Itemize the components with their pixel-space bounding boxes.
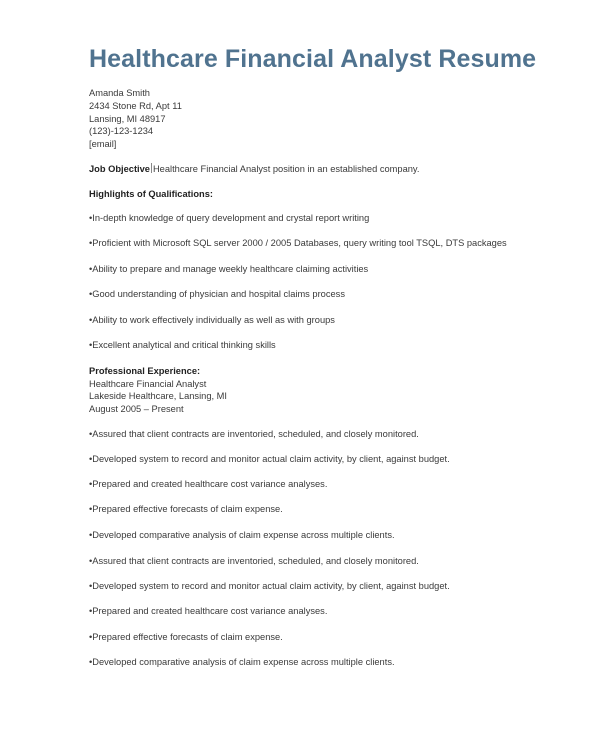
experience-item: •Assured that client contracts are inventoried, scheduled, and closely monitored. — [89, 556, 419, 566]
contact-email: [email] — [89, 139, 117, 149]
experience-item: •Prepared effective forecasts of claim expense. — [89, 632, 283, 642]
experience-job-title: Healthcare Financial Analyst — [89, 379, 207, 389]
highlight-item: •In-depth knowledge of query development and crystal report writing — [89, 213, 370, 223]
contact-address: 2434 Stone Rd, Apt 11 — [89, 101, 182, 111]
job-objective — [89, 163, 419, 175]
contact-phone: (123)-123-1234 — [89, 126, 154, 136]
highlight-item: •Proficient with Microsoft SQL server 2000 / 2005 Databases, query writing tool TSQL, DTS packages — [89, 238, 507, 248]
highlight-item: •Ability to prepare and manage weekly healthcare claiming activities — [89, 264, 369, 274]
experience-dates: August 2005 – Present — [89, 404, 184, 414]
experience-item: •Developed comparative analysis of claim expense across multiple clients. — [89, 657, 395, 667]
highlights-heading: Highlights of Qualifications: — [89, 189, 213, 199]
experience-item: •Prepared effective forecasts of claim expense. — [89, 504, 283, 514]
job-objective-text: Healthcare Financial Analyst position in an established company. — [152, 164, 420, 174]
experience-item: •Prepared and created healthcare cost variance analyses. — [89, 606, 328, 616]
experience-item: •Assured that client contracts are inventoried, scheduled, and closely monitored. — [89, 429, 419, 439]
experience-item: •Developed system to record and monitor actual claim activity, by client, against budget. — [89, 454, 450, 464]
contact-name: Amanda Smith — [89, 88, 150, 98]
highlight-item: •Good understanding of physician and hospital claims process — [89, 289, 345, 299]
resume-title: Healthcare Financial Analyst Resume — [89, 45, 537, 73]
experience-heading: Professional Experience: — [89, 366, 201, 376]
highlight-item: •Excellent analytical and critical thinking skills — [89, 340, 276, 350]
highlight-item: •Ability to work effectively individually as well as with groups — [89, 315, 335, 325]
job-objective-label: Job Objective — [89, 164, 150, 174]
experience-item: •Prepared and created healthcare cost variance analyses. — [89, 479, 328, 489]
text-cursor — [151, 163, 152, 173]
experience-item: •Developed comparative analysis of claim expense across multiple clients. — [89, 530, 395, 540]
contact-city: Lansing, MI 48917 — [89, 114, 166, 124]
experience-item: •Developed system to record and monitor actual claim activity, by client, against budget. — [89, 581, 450, 591]
experience-company: Lakeside Healthcare, Lansing, MI — [89, 391, 227, 401]
